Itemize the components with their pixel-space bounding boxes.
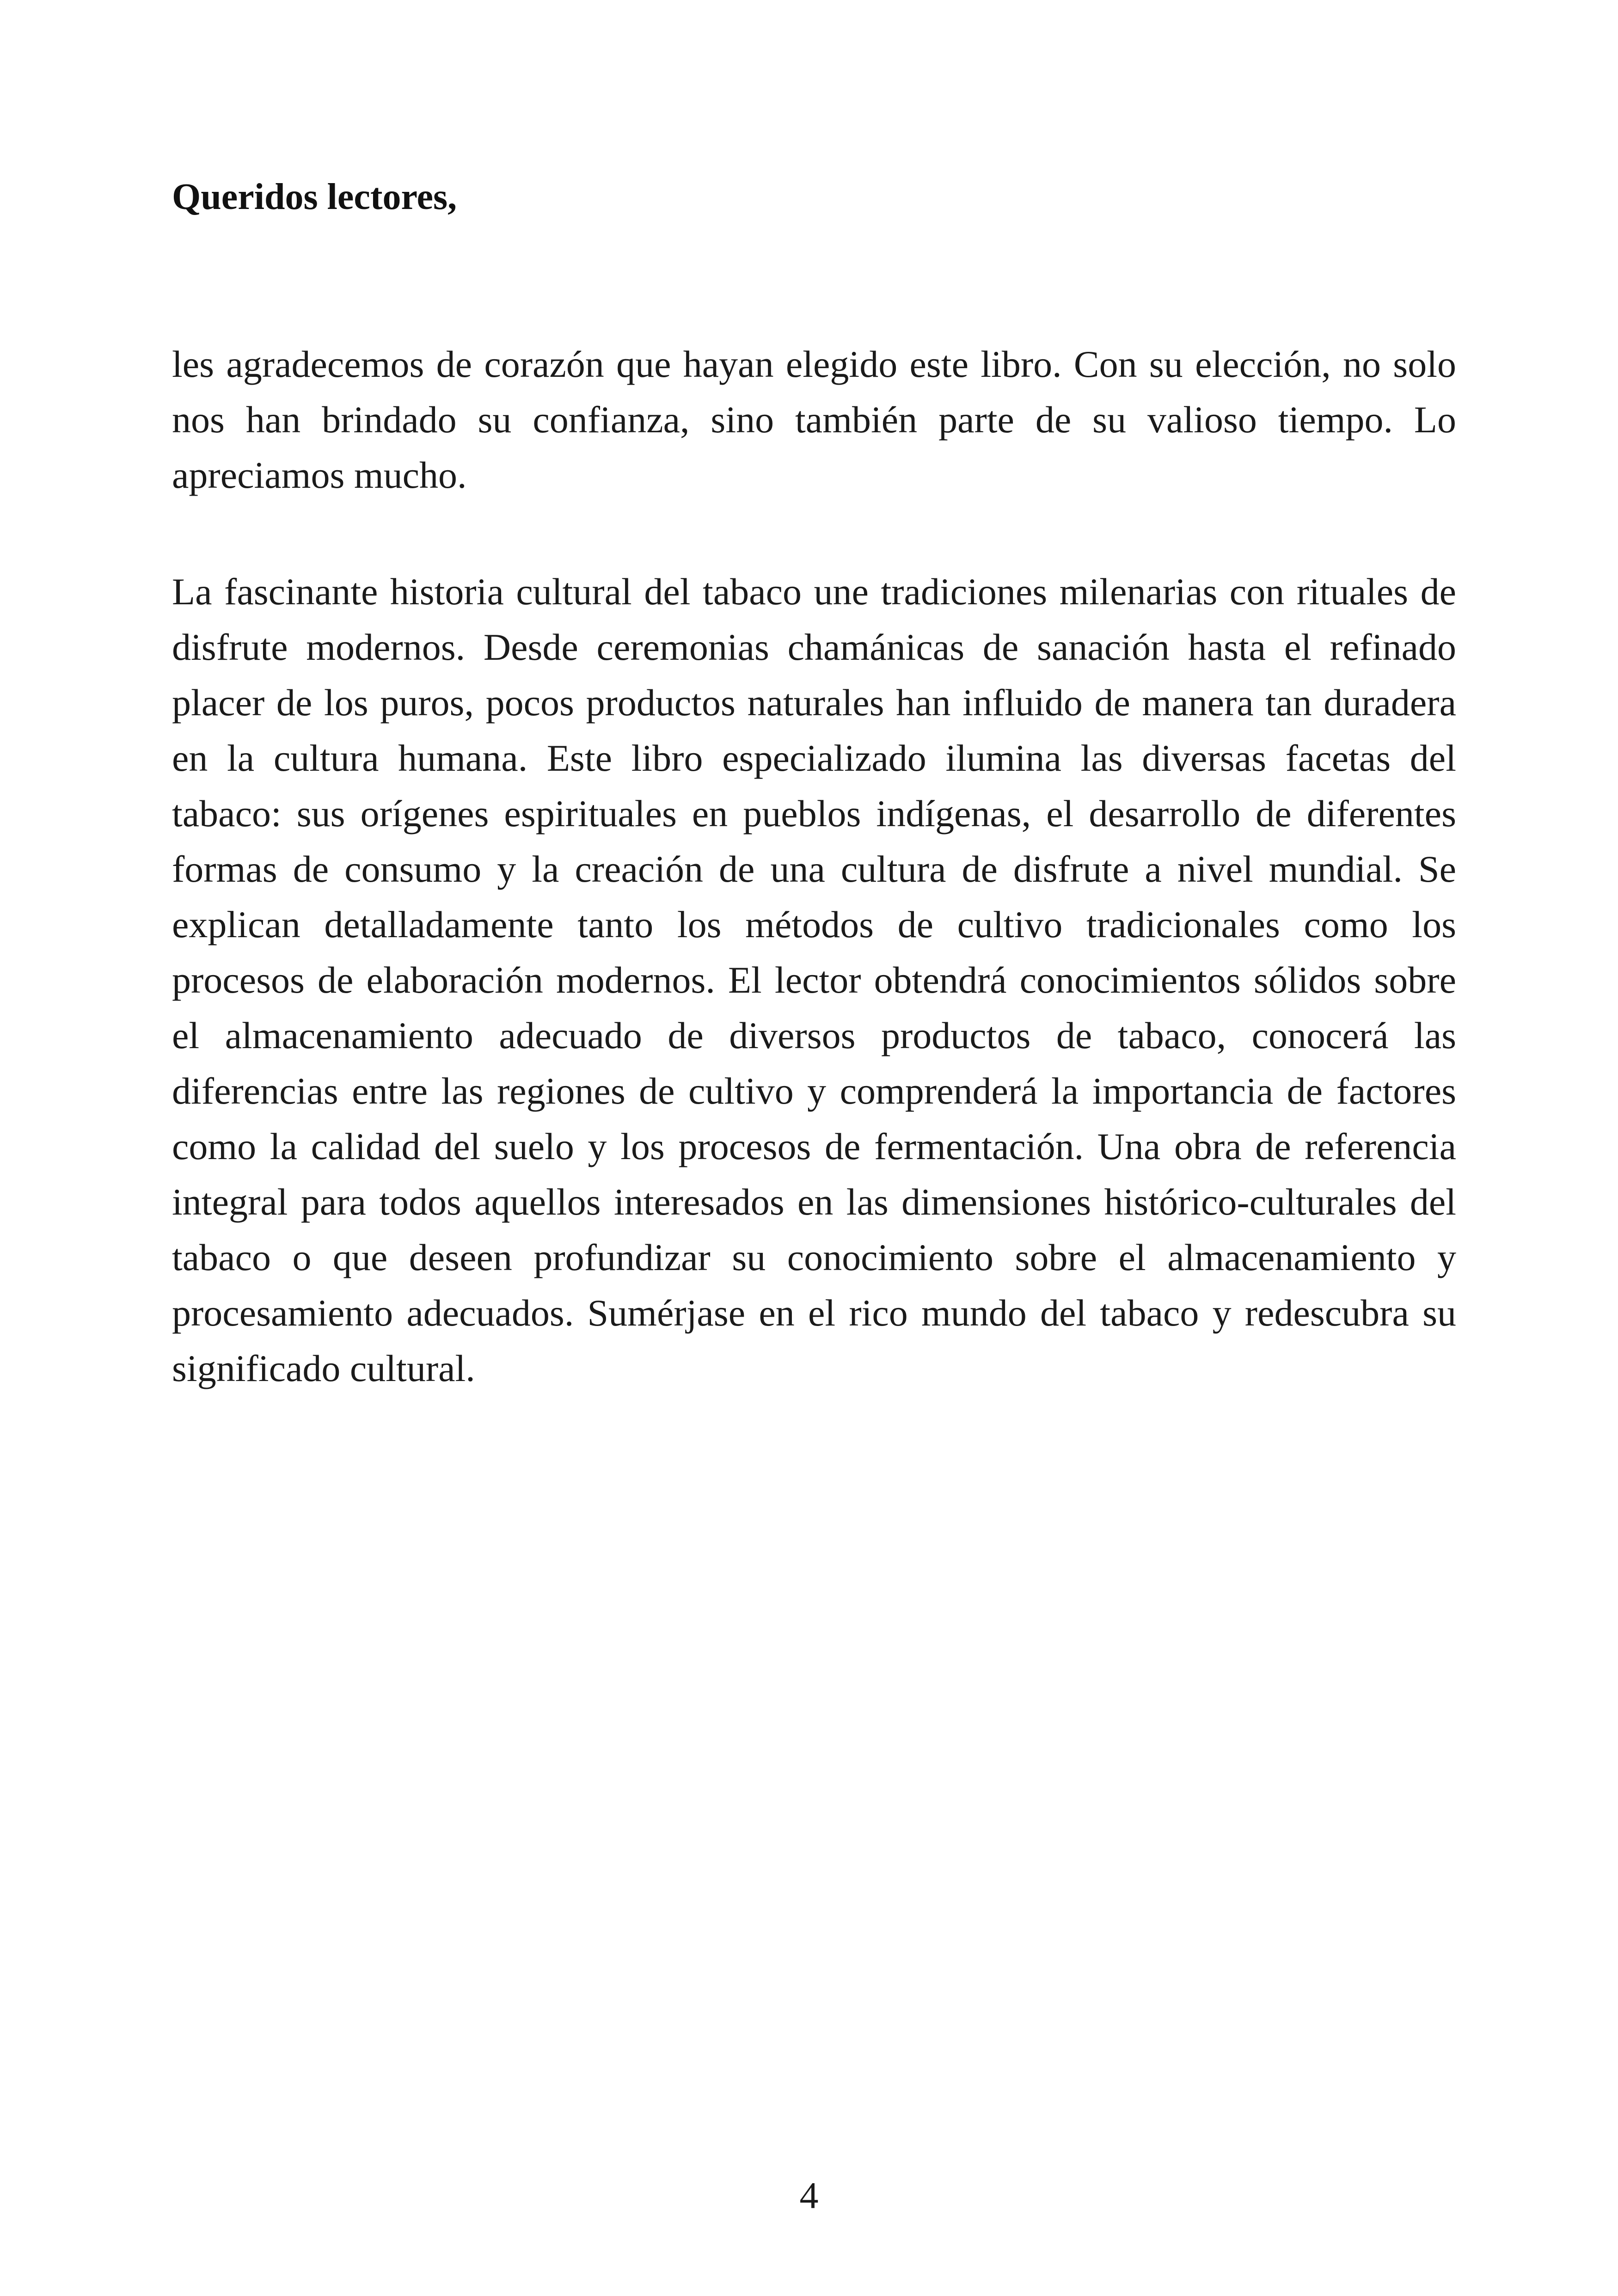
intro-paragraph: les agradecemos de corazón que hayan elegido este libro. Con su elección, no solo nos han brindado su confianza, sino también parte de su valioso tiempo. Lo apreciamos mucho.: [172, 343, 1456, 496]
page-number: 4: [799, 2174, 819, 2216]
greeting-heading: Queridos lectores,: [172, 177, 457, 217]
description-paragraph: La fascinante historia cultural del tabaco une tradiciones milenarias con rituales de disfrute modernos. Desde ceremonias chamánicas de sanación hasta el refinado placer de los puros, pocos productos naturales han influido de manera tan duradera en la cultura humana. Este libro especializado ilumina las diversas facetas del tabaco: sus orígenes espirituales en pueblos indígenas, el desarrollo de diferentes formas de consumo y la creación de una cultura de disfrute a nivel mundial. Se explican detalladamente tanto los métodos de cultivo tradicionales como los procesos de elaboración modernos. El lector obtendrá conocimientos sólidos sobre el almacenamiento adecuado de diversos productos de tabaco, conocerá las diferencias entre las regiones de cultivo y comprenderá la importancia de factores como la calidad del suelo y los procesos de fermentación. Una obra de referencia integral para todos aquellos interesados en las dimensiones histórico-culturales del tabaco o que deseen profundizar su conocimiento sobre el almacenamiento y procesamiento adecuados. Sumérjase en el rico mundo del tabaco y redescubra su significado cultural.: [172, 571, 1456, 1389]
